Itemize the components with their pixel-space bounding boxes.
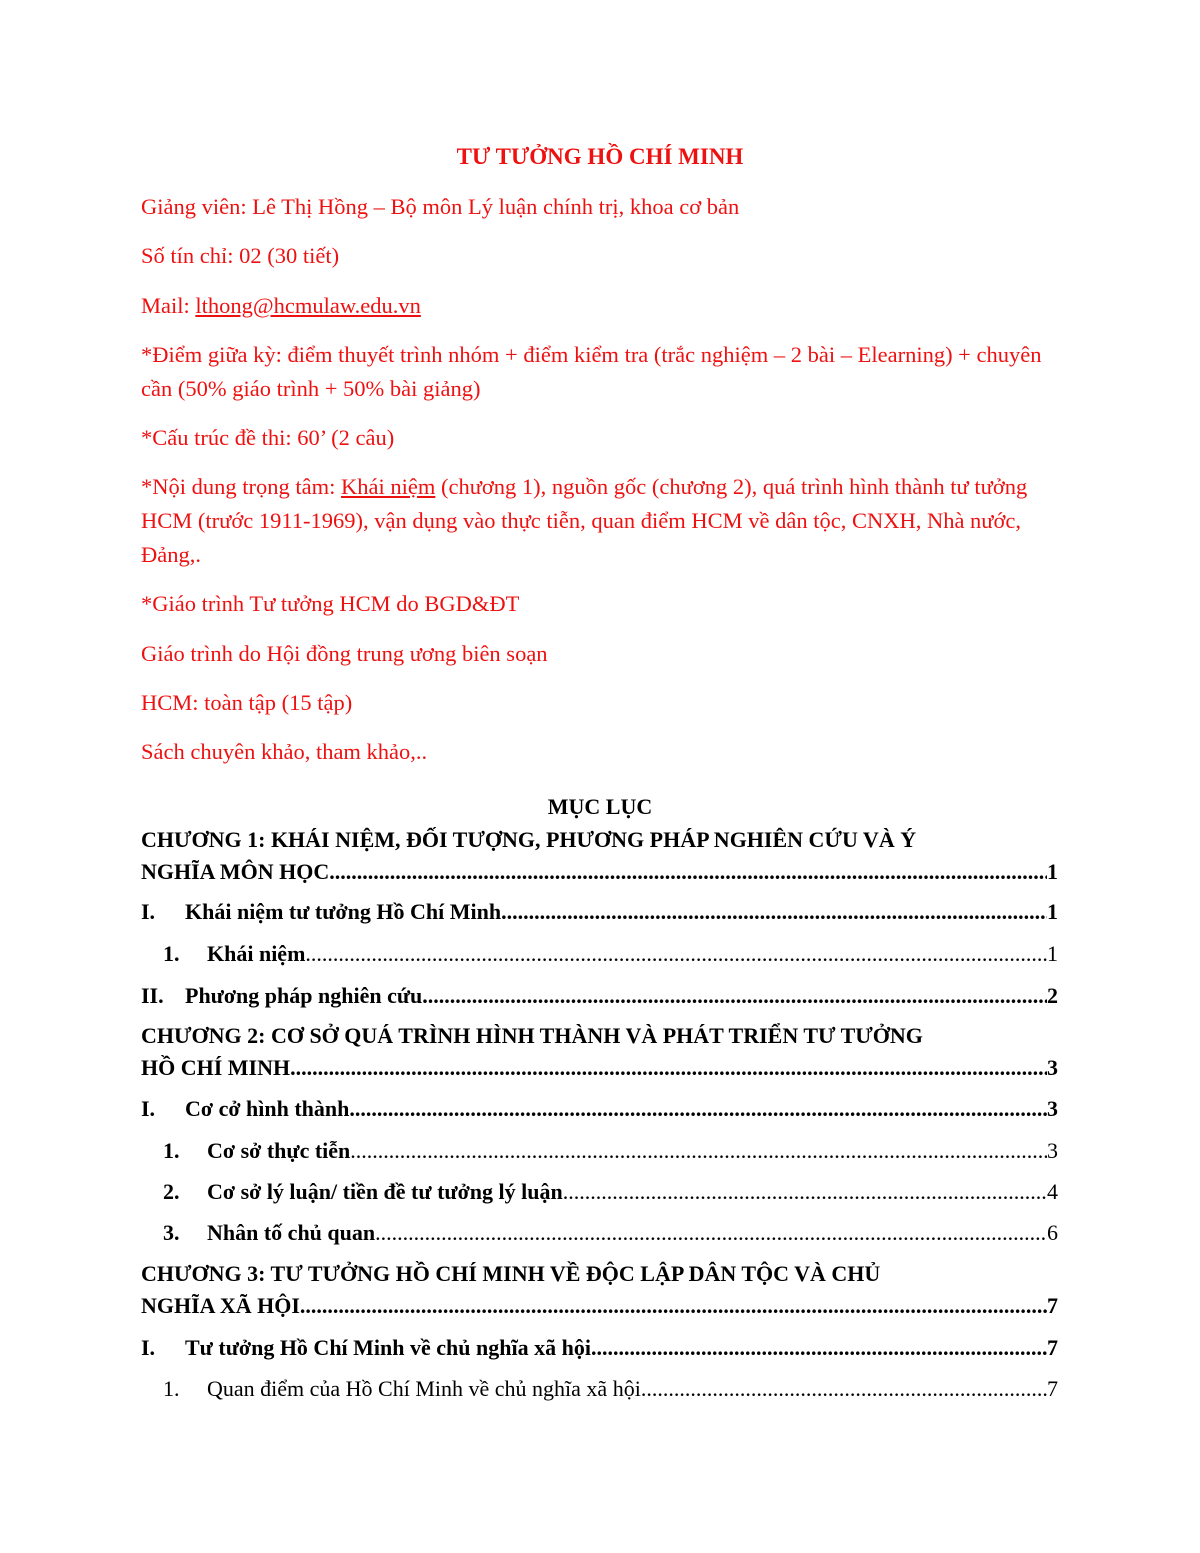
toc-page-number: 7 bbox=[1047, 1335, 1058, 1360]
toc-leader bbox=[563, 1176, 1047, 1208]
toc-section-text: Phương pháp nghiên cứu bbox=[185, 983, 423, 1008]
toc-subsection-number: 2. bbox=[163, 1179, 180, 1204]
toc-subsection-1-1[interactable] bbox=[163, 938, 1058, 970]
toc-section-number: I. bbox=[141, 1096, 156, 1121]
toc-chapter-2-line1: CHƯƠNG 2: CƠ SỞ QUÁ TRÌNH HÌNH THÀNH VÀ PHÁT TRIỂN TƯ TƯỞNG bbox=[141, 1023, 923, 1048]
toc-section-1-I[interactable] bbox=[141, 896, 1058, 928]
toc-page-number: 1 bbox=[1047, 859, 1058, 884]
toc-leader bbox=[641, 1373, 1047, 1405]
toc-page-number: 1 bbox=[1047, 899, 1058, 924]
mail-link[interactable]: lthong@hcmulaw.edu.vn bbox=[195, 293, 421, 318]
toc-leader bbox=[375, 1217, 1047, 1249]
textbook-line-4: Sách chuyên khảo, tham khảo,.. bbox=[141, 739, 428, 764]
toc-section-text: Cơ cở hình thành bbox=[185, 1096, 350, 1121]
document-title: TƯ TƯỞNG HỒ CHÍ MINH bbox=[456, 144, 744, 169]
focus-line bbox=[141, 470, 1066, 572]
lecturer-line: Giảng viên: Lê Thị Hồng – Bộ môn Lý luận chính trị, khoa cơ bản bbox=[141, 194, 740, 219]
toc-page-number: 7 bbox=[1047, 1376, 1058, 1401]
textbook-line-3: HCM: toàn tập (15 tập) bbox=[141, 690, 353, 715]
toc-subsection-text: Cơ sở thực tiễn bbox=[207, 1138, 351, 1163]
credits-line: Số tín chỉ: 02 (30 tiết) bbox=[141, 243, 340, 268]
toc-chapter-1-line2: NGHĨA MÔN HỌC bbox=[141, 859, 330, 884]
toc-chapter-3-line2: NGHĨA XÃ HỘI bbox=[141, 1293, 300, 1318]
toc-section-3-I[interactable] bbox=[141, 1332, 1058, 1364]
toc-subsection-text: Quan điểm của Hồ Chí Minh về chủ nghĩa xã hội bbox=[207, 1376, 641, 1401]
midterm-line: *Điểm giữa kỳ: điểm thuyết trình nhóm + điểm kiểm tra (trắc nghiệm – 2 bài – Elearning) + chuyên cần (50% giáo trình + 50% bài giảng) bbox=[141, 342, 1042, 401]
toc-section-text: Khái niệm tư tưởng Hồ Chí Minh bbox=[185, 899, 502, 924]
toc-leader bbox=[591, 1332, 1047, 1364]
toc-subsection-3-1[interactable] bbox=[163, 1373, 1058, 1405]
mail-label: Mail: bbox=[141, 293, 196, 318]
toc-leader bbox=[350, 1135, 1047, 1167]
toc-page-number: 4 bbox=[1047, 1179, 1058, 1204]
toc-chapter-3-line1: CHƯƠNG 3: TƯ TƯỞNG HỒ CHÍ MINH VỀ ĐỘC LẬP DÂN TỘC VÀ CHỦ bbox=[141, 1261, 881, 1286]
toc-chapter-1[interactable] bbox=[141, 824, 1058, 888]
toc-section-text: Tư tưởng Hồ Chí Minh về chủ nghĩa xã hội bbox=[185, 1335, 591, 1360]
toc-chapter-1-line1: CHƯƠNG 1: KHÁI NIỆM, ĐỐI TƯỢNG, PHƯƠNG PHÁP NGHIÊN CỨU VÀ Ý bbox=[141, 827, 917, 852]
toc-subsection-number: 1. bbox=[163, 941, 180, 966]
toc-section-number: I. bbox=[141, 899, 156, 924]
toc-leader bbox=[300, 1290, 1047, 1322]
toc-leader bbox=[329, 856, 1047, 888]
toc-page-number: 3 bbox=[1047, 1138, 1058, 1163]
textbook-line-2: Giáo trình do Hội đồng trung ương biên soạn bbox=[141, 641, 548, 666]
toc-page-number: 3 bbox=[1047, 1055, 1058, 1080]
toc-subsection-number: 1. bbox=[163, 1138, 180, 1163]
toc-subsection-2-2[interactable] bbox=[163, 1176, 1058, 1208]
toc-subsection-number: 1. bbox=[163, 1376, 180, 1401]
toc-subsection-text: Cơ sở lý luận/ tiền đề tư tưởng lý luận bbox=[207, 1179, 563, 1204]
toc-subsection-2-3[interactable] bbox=[163, 1217, 1058, 1249]
toc-leader bbox=[290, 1052, 1047, 1084]
toc-page-number: 1 bbox=[1047, 941, 1058, 966]
focus-prefix: *Nội dung trọng tâm: bbox=[141, 474, 341, 499]
toc-page-number: 6 bbox=[1047, 1220, 1058, 1245]
toc-chapter-2-line2: HỒ CHÍ MINH bbox=[141, 1055, 291, 1080]
focus-rest: (chương 1), nguồn gốc (chương 2), quá trình hình thành tư tưởng HCM (trước 1911-1969), vận dụng vào thực tiễn, quan điểm HCM về dân tộc, CNXH, Nhà nước, Đảng,. bbox=[141, 474, 1028, 567]
toc-section-number: II. bbox=[141, 983, 164, 1008]
toc-subsection-number: 3. bbox=[163, 1220, 180, 1245]
toc-section-number: I. bbox=[141, 1335, 156, 1360]
toc-page-number: 2 bbox=[1047, 983, 1058, 1008]
toc-subsection-2-1[interactable] bbox=[163, 1135, 1058, 1167]
toc-subsection-text: Khái niệm bbox=[207, 941, 306, 966]
toc-page-number: 7 bbox=[1047, 1293, 1058, 1318]
toc-heading: MỤC LỤC bbox=[547, 794, 653, 819]
toc-section-1-II[interactable] bbox=[141, 980, 1058, 1012]
focus-underlined: Khái niệm bbox=[340, 474, 436, 499]
toc-subsection-text: Nhân tố chủ quan bbox=[207, 1220, 376, 1245]
toc-leader bbox=[305, 938, 1047, 970]
toc-page-number: 3 bbox=[1047, 1096, 1058, 1121]
toc-section-2-I[interactable] bbox=[141, 1093, 1058, 1125]
toc-chapter-3[interactable] bbox=[141, 1258, 1058, 1322]
toc-leader bbox=[349, 1093, 1047, 1125]
toc-leader bbox=[422, 980, 1047, 1012]
mail-line bbox=[141, 289, 1066, 323]
toc-chapter-2[interactable] bbox=[141, 1020, 1058, 1084]
exam-line: *Cấu trúc đề thi: 60’ (2 câu) bbox=[141, 425, 395, 450]
toc-leader bbox=[501, 896, 1047, 928]
textbook-line-1: *Giáo trình Tư tưởng HCM do BGD&ĐT bbox=[141, 591, 520, 616]
